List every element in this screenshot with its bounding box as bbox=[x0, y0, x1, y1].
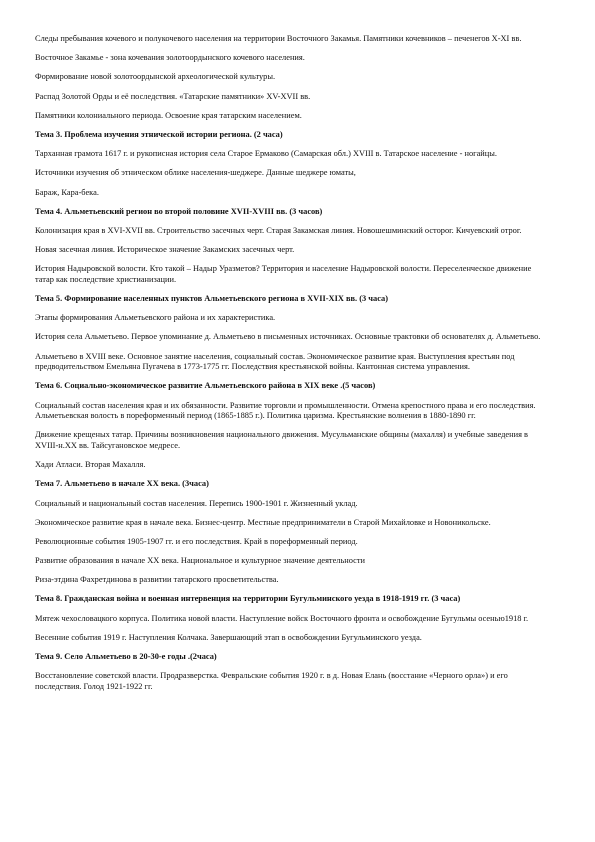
paragraph: Памятники колониального периода. Освоение края татарским населением. bbox=[35, 110, 302, 120]
paragraph: Развитие образования в начале XX века. Национальное и культурное значение деятельности bbox=[35, 556, 366, 566]
paragraph: История села Альметьево. Первое упоминание д. Альметьево в письменных источниках. Основные трактовки об основателях д. Альметьево. bbox=[35, 332, 541, 342]
paragraph: Следы пребывания кочевого и полукочевого населения на территории Восточного Закамья. Памятники кочевников – печенегов X-XI вв. bbox=[35, 34, 522, 43]
paragraph: Весенние события 1919 г. Наступления Колчака. Завершающий этап в освобождении Бугульминского уезда. bbox=[35, 632, 422, 642]
paragraph: История Надыровской волости. Кто такой – Надыр Уразметов? Территория и население Надыровской волости. Переселенческое движение татар как последствие христианизации. bbox=[35, 264, 532, 284]
paragraph: Тарханная грамота 1617 г. и рукописная история села Старое Ермаково (Самарская обл.) XVIII в. Татарское население - ногайцы. bbox=[35, 149, 497, 159]
section-heading: Тема 9. Село Альметьево в 20-30-е годы .(2часа) bbox=[35, 652, 217, 661]
paragraph: Новая засечная линия. Историческое значение Закамских засечных черт. bbox=[35, 245, 295, 255]
section-heading: Тема 3. Проблема изучения этнической истории региона. (2 часа) bbox=[35, 129, 283, 139]
paragraph: Источники изучения об этническом облике населения-шеджере. Данные шеджере юматы, bbox=[35, 168, 356, 178]
paragraph: Альметьево в XVIII веке. Основное занятие населения, социальный состав. Экономическое развитие края. Выступления крестьян под предводительством Емельяна Пугачева в 1773-1775 гг. Последствия крестьянской войны. Кантонная система управления. bbox=[35, 351, 515, 372]
paragraph: Восточное Закамье - зона кочевания золотоордынского кочевого населения. bbox=[35, 53, 305, 63]
section-heading: Тема 8. Гражданская война и военная интервенция на территории Бугульминского уезда в 1918-1919 гг. (3 часа) bbox=[35, 594, 461, 604]
paragraph: Революционные события 1905-1907 гг. и его последствия. Край в пореформенный период. bbox=[35, 536, 358, 546]
paragraph: Движение крещеных татар. Причины возникновения национального движения. Мусульманские общины (махалля) и учебные заведения в XVIII-н.XX вв. Тайсугановское медресе. bbox=[35, 430, 529, 450]
paragraph: Социальный и национальный состав населения. Перепись 1900-1901 г. Жизненный уклад. bbox=[35, 498, 358, 508]
section-heading: Тема 4. Альметьевский регион во второй половине XVII-XVIII вв. (3 часов) bbox=[35, 206, 323, 216]
paragraph: Экономическое развитие края в начале века. Бизнес-центр. Местные предприниматели в Старой Михайловке и Новоникольске. bbox=[35, 517, 491, 527]
paragraph: Бараж, Кара-бека. bbox=[35, 187, 99, 197]
document-page bbox=[35, 34, 550, 701]
section-heading: Тема 6. Социально-экономическое развитие Альметьевского района в XIX веке .(5 часов) bbox=[35, 381, 376, 391]
section-heading: Тема 7. Альметьево в начале XX века. (3часа) bbox=[35, 479, 209, 489]
paragraph: Восстановление советской власти. Продразверстка. Февральские события 1920 г. в д. Новая Елань (восстание «Черного орла») и его последствия. Голод 1921-1922 гг. bbox=[35, 671, 508, 691]
paragraph: Социальный состав населения края и их обязанности. Развитие торговли и промышленности. Отмена крепостного права и его последствия. Альметьевская волость в пореформенный период (1865-1885 г.). Политика царизма. Крестьянские волнения в 1880-1890 гг. bbox=[35, 400, 536, 421]
paragraph: Риза-этдина Фахретдинова в развитии татарского просветительства. bbox=[35, 575, 279, 585]
paragraph: Хади Атласи. Вторая Махалля. bbox=[35, 460, 146, 470]
paragraph: Распад Золотой Орды и её последствия. «Татарские памятники» XV-XVII вв. bbox=[35, 91, 311, 101]
paragraph: Формирование новой золотоордынской археологической культуры. bbox=[35, 72, 276, 82]
paragraph: Колонизация края в XVI-XVII вв. Строительство засечных черт. Старая Закамская линия. Новошешминский осторог. Кичуевский отрог. bbox=[35, 225, 522, 235]
paragraph: Этапы формирования Альметьевского района и их характеристика. bbox=[35, 313, 276, 323]
section-heading: Тема 5. Формирование населенных пунктов Альметьевского региона в XVII-XIX вв. (3 часа) bbox=[35, 294, 388, 304]
paragraph: Мятеж чехословацкого корпуса. Политика новой власти. Наступление войск Восточного фронта и освобождение Бугульмы осенью1918 г. bbox=[35, 613, 529, 623]
